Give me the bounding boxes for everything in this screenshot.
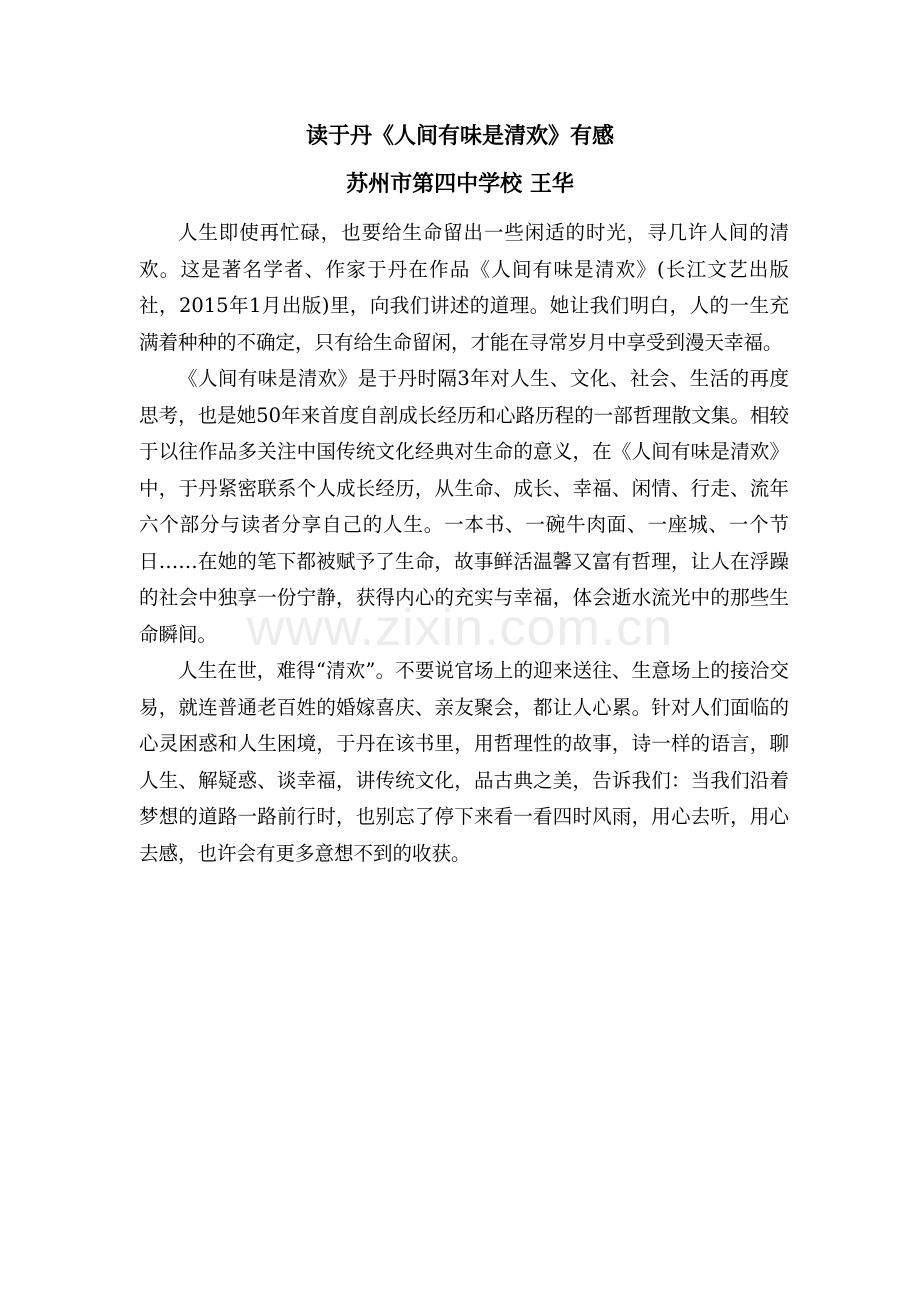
paragraph-2: 《人间有味是清欢》是于丹时隔3年对人生、文化、社会、生活的再度思考，也是她50年来首度自剖成长经历和心路历程的一部哲理散文集。相较于以往作品多关注中国传统文化经典对生命的意义，在《人间有味是清欢》中，于丹紧密联系个人成长经历，从生命、成长、幸福、闲情、行走、流年六个部分与读者分享自己的人生。一本书、一碗牛肉面、一座城、一个节日……在她的笔下都被赋予了生命，故事鲜活温馨又富有哲理，让人在浮躁的社会中独享一份宁静，获得内心的充实与幸福，体会逝水流光中的那些生命瞬间。 — [139, 367, 789, 646]
paragraph-1: 人生即使再忙碌，也要给生命留出一些闲适的时光，寻几许人间的清欢。这是著名学者、作家于丹在作品《人间有味是清欢》(长江文艺出版社，2015年1月出版)里，向我们讲述的道理。她让我们明白，人的一生充满着种种的不确定，只有给生命留闲，才能在寻常岁月中享受到漫天幸福。 — [139, 221, 789, 354]
document-title: 读于丹《人间有味是清欢》有感 — [305, 124, 614, 149]
article-body — [139, 215, 789, 872]
author-byline: 苏州市第四中学校 王华 — [346, 172, 574, 197]
watermark: www.zixin.com.cn — [246, 599, 674, 657]
paragraph-3: 人生在世，难得“清欢”。不要说官场上的迎来送往、生意场上的接洽交易，就连普通老百姓的婚嫁喜庆、亲友聚会，都让人心累。针对人们面临的心灵困惑和人生困境，于丹在该书里，用哲理性的故事，诗一样的语言，聊人生、解疑惑、谈幸福，讲传统文化，品古典之美，告诉我们：当我们沿着梦想的道路一路前行时，也别忘了停下来看一看四时风雨，用心去听，用心去感，也许会有更多意想不到的收获。 — [139, 659, 789, 865]
